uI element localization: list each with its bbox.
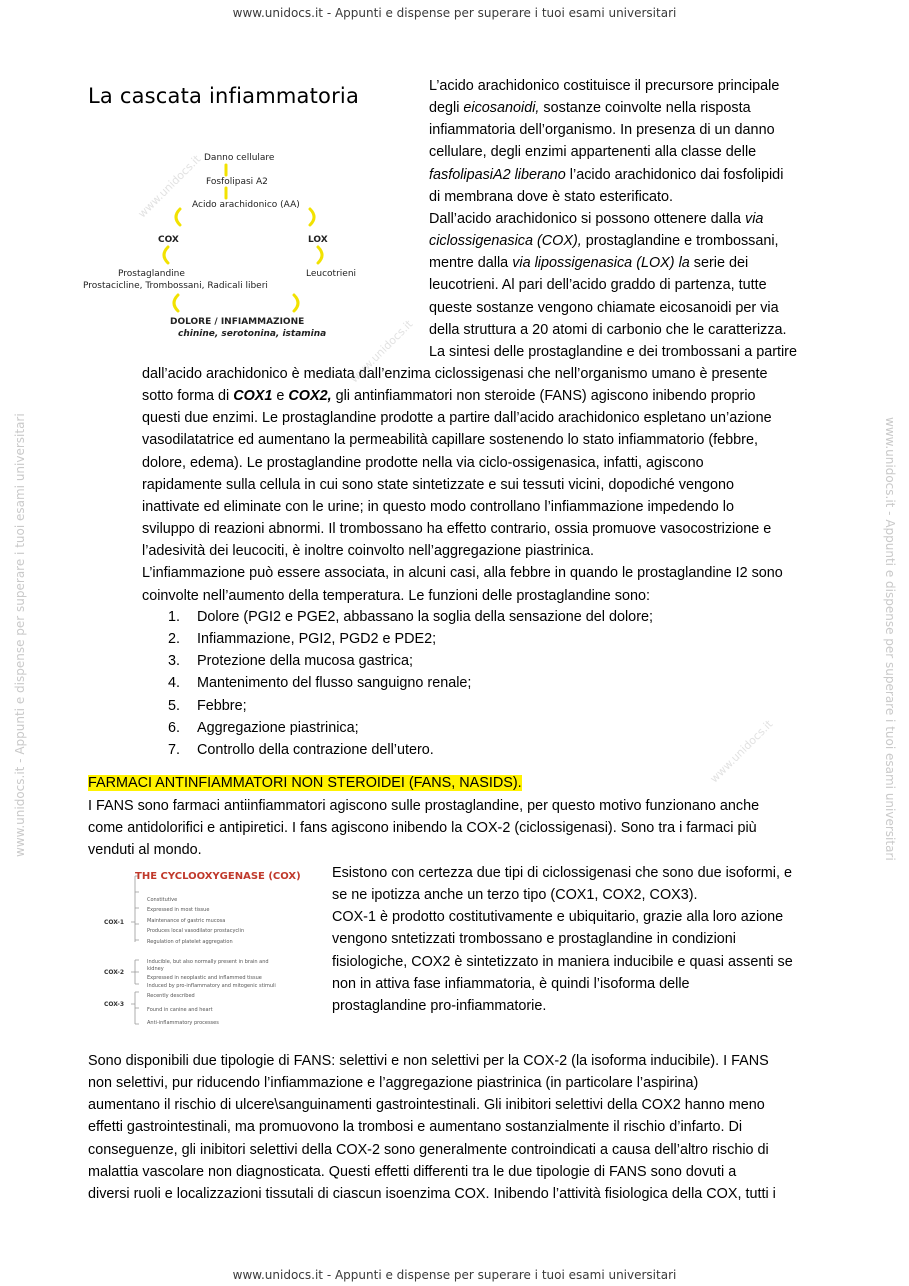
text-line: I FANS sono farmaci antiinfiammatori agiscono sulle prostaglandine, per questo motivo funzionano anche [88, 798, 760, 814]
cox-figure-title: THE CYCLOOXYGENASE (COX) [135, 871, 301, 882]
cox3-item: Anti-inflammatory processes [147, 1020, 219, 1026]
list-item: 1. Dolore (PGI2 e PGE2, abbassano la soglia della sensazione del dolore; [168, 609, 653, 625]
text-line: leucotrieni. Al pari dell’acido graddo di partenza, tutte [429, 277, 767, 294]
cox2-item: kidney [147, 966, 164, 972]
cox1-item: Regulation of platelet aggregation [147, 939, 233, 945]
text-line: sviluppo di reazioni abnormi. Il trombossano ha effetto contrario, ossia promuove vasocostrizione e [142, 521, 772, 538]
text-line: degli eicosanoidi, sostanze coinvolte nella risposta [429, 100, 751, 117]
page-footer: www.unidocs.it - Appunti e dispense per superare i tuoi esami universitari [232, 1268, 677, 1282]
fans-paragraph [88, 795, 848, 861]
right-side-watermark: www.unidocs.it - Appunti e dispense per superare i tuoi esami universitari [883, 417, 897, 861]
text-line: dall’acido arachidonico è mediata dall’enzima ciclossigenasi che nell’organismo umano è presente [142, 366, 768, 382]
text-line: questi due enzimi. Le prostaglandine prodotte a partire dall’acido arachidonico espletano un’azione [142, 410, 772, 427]
arrow-acido-cox [176, 209, 180, 225]
text-line: fasfolipasiA2 liberano l’acido arachidonico dai fosfolipidi [429, 166, 784, 183]
text-line: l’adesività dei leucociti, è inoltre coinvolto nell’aggregazione piastrinica. [142, 543, 594, 560]
arrow-lox-leuco [318, 247, 322, 263]
text-line: di membrana dove è stato esterificato. [429, 188, 673, 205]
text-line: prostaglandine pro-infiammatorie. [332, 997, 547, 1014]
text-line: fisiologiche, COX2 è sintetizzato in maniera inducibile e quasi assenti se [332, 953, 793, 970]
functions-list [168, 606, 848, 761]
text-line: rapidamente sulla cellula in cui sono state sintetizzate e sui tessuti vicini, dopodiché vengono [142, 476, 734, 493]
cox1-label: COX-1 [104, 919, 125, 926]
text-line: dolore, edema). Le prostaglandine prodotte nella via ciclo-ossigenasica, infatti, agiscono [142, 454, 704, 471]
arrow-acido-lox [310, 209, 314, 225]
diag-danno: Danno cellulare [204, 153, 275, 163]
text-line: della struttura a 20 atomi di carbonio che le caratterizza. [429, 321, 787, 338]
text-line: mentre dalla via lipossigenasica (LOX) la serie dei [429, 255, 749, 272]
diag-prostaglandine: Prostaglandine [118, 269, 185, 279]
list-item: 4. Mantenimento del flusso sanguigno renale; [168, 675, 472, 692]
diag-acido: Acido arachidonico (AA) [192, 200, 300, 210]
cox-figure [103, 864, 308, 1031]
text-line: se ne ipotizza anche un terzo tipo (COX1, COX2, COX3). [332, 887, 698, 904]
diag-chinine: chinine, serotonina, istamina [178, 329, 327, 339]
diag-cox: COX [158, 235, 179, 245]
arrow-prost-dolore [174, 295, 178, 311]
inflammation-cascade-diagram [80, 145, 360, 345]
main-paragraph [142, 363, 862, 607]
diag-fosfolipasi: Fosfolipasi A2 [206, 177, 268, 187]
list-item: 2. Infiammazione, PGI2, PGD2 e PDE2; [168, 631, 437, 648]
text-line: ciclossigenasica (COX), prostaglandine e trombossani, [429, 233, 779, 250]
text-line: Esistono con certezza due tipi di ciclossigenasi che sono due isoformi, e [332, 865, 792, 881]
text-line: Sono disponibili due tipologie di FANS: selettivi e non selettivi per la COX-2 (la isoforma inducibile). I FANS [88, 1053, 769, 1069]
text-line: L’infiammazione può essere associata, in alcuni casi, alla febbre in quando le prostaglandine I2 sono [142, 565, 783, 582]
cox-figure-lines [103, 864, 308, 1031]
list-item: 6. Aggregazione piastrinica; [168, 719, 359, 736]
cox2-item: Induced by pro-inflammatory and mitogenic stimuli [147, 983, 276, 989]
final-paragraph [88, 1050, 858, 1205]
text-line: inattivate ed eliminate con le urine; in questo modo controllano l’infiammazione impedendo lo [142, 498, 734, 515]
diag-dolore: DOLORE / INFIAMMAZIONE [170, 317, 305, 327]
list-item: 3. Protezione della mucosa gastrica; [168, 653, 413, 670]
left-side-watermark: www.unidocs.it - Appunti e dispense per superare i tuoi esami universitari [13, 413, 27, 857]
text-line: vasodilatatrice ed aumentano la permeabilità capillare sostenendo lo stato infiammatorio (febbre, [142, 432, 758, 449]
text-line: conseguenze, gli inibitori selettivi della COX-2 sono generalmente controindicati a causa dell’altro rischio di [88, 1141, 769, 1158]
text-line: diversi ruoli e localizzazioni tissutali di ciascun isoenzima COX. Inibendo l’attività fisiologica della COX, tutti i [88, 1185, 776, 1202]
cox1-item: Expressed in most tissue [147, 907, 210, 913]
list-item: 7. Controllo della contrazione dell’utero. [168, 741, 434, 758]
diagram-arrows [80, 145, 360, 345]
text-line: infiammatoria dell’organismo. In presenza di un danno [429, 122, 775, 139]
diag-leucotrieni: Leucotrieni [306, 269, 357, 279]
watermark-3: www.unidocs.it [707, 717, 776, 786]
cox1-item: Maintenance of gastric mucosa [147, 918, 226, 924]
watermark-2: www.unidocs.it [347, 317, 416, 386]
arrow-cox-prost [164, 247, 168, 263]
section-title: La cascata infiammatoria [88, 84, 360, 108]
text-line: vengono sntetizzati trombossano e prostaglandine in condizioni [332, 931, 736, 948]
diag-lox: LOX [308, 235, 328, 245]
text-line: cellulare, degli enzimi appartenenti alla classe delle [429, 144, 757, 161]
diag-prostacicline: Prostacicline, Trombossani, Radicali liberi [83, 281, 268, 291]
page-header: www.unidocs.it - Appunti e dispense per superare i tuoi esami universitari [232, 6, 677, 20]
text-line: L’acido arachidonico costituisce il precursore principale [429, 78, 780, 94]
text-line: Dall’acido arachidonico si possono ottenere dalla via [429, 210, 764, 227]
intro-paragraph [429, 75, 869, 363]
text-line: La sintesi delle prostaglandine e dei trombossani a partire [429, 343, 797, 360]
text-line: coinvolte nell’aumento della temperatura. Le funzioni delle prostaglandine sono: [142, 587, 651, 604]
arrow-leuco-dolore [294, 295, 298, 311]
cox-paragraph [332, 862, 862, 1017]
text-line: COX-1 è prodotto costitutivamente e ubiquitario, grazie alla loro azione [332, 909, 784, 926]
text-line: aumentano il rischio di ulcere\sanguinamenti gastrointestinali. Gli inibitori selettivi della COX2 hanno meno [88, 1097, 765, 1114]
text-line: malattia vascolare non diagnosticata. Questi effetti differenti tra le due tipologie di FANS sono dovuti a [88, 1163, 737, 1180]
text-line: sotto forma di COX1 e COX2, gli antinfiammatori non steroide (FANS) agiscono inibendo proprio [142, 388, 756, 405]
cox3-label: COX-3 [104, 1001, 125, 1008]
text-line: non selettivi, pur riducendo l’infiammazione e l’aggregazione piastrinica (in particolare l’aspirina) [88, 1075, 699, 1092]
text-line: effetti gastrointestinali, ma promuovono la trombosi e aumentano sostanzialmente il rischio d’infarto. Di [88, 1119, 743, 1136]
text-line: non in attiva fase infiammatoria, è quindi l’isoforma delle [332, 975, 690, 992]
fans-heading: FARMACI ANTINFIAMMATORI NON STEROIDEI (FANS, NASIDS). [88, 775, 522, 791]
text-line: queste sostanze vengono chiamate eicosanoidi per via [429, 299, 779, 316]
cox3-item: Recently described [147, 993, 195, 999]
cox2-label: COX-2 [104, 969, 125, 976]
watermark-1: www.unidocs.it [135, 152, 204, 221]
cox1-item: Constitutive [147, 897, 178, 903]
cox2-item: Inducible, but also normally present in brain and [147, 959, 269, 965]
text-line: venduti al mondo. [88, 842, 202, 859]
cox3-item: Found in canine and heart [147, 1007, 213, 1013]
cox1-item: Produces local vasodilator prostacyclin [147, 928, 245, 934]
text-line: come antidolorifici e antipiretici. I fans agiscono inibendo la COX-2 (ciclossigenasi). Sono tra i farmaci più [88, 820, 757, 837]
cox2-item: Expressed in neoplastic and inflammed tissue [147, 975, 262, 981]
list-item: 5. Febbre; [168, 697, 247, 714]
